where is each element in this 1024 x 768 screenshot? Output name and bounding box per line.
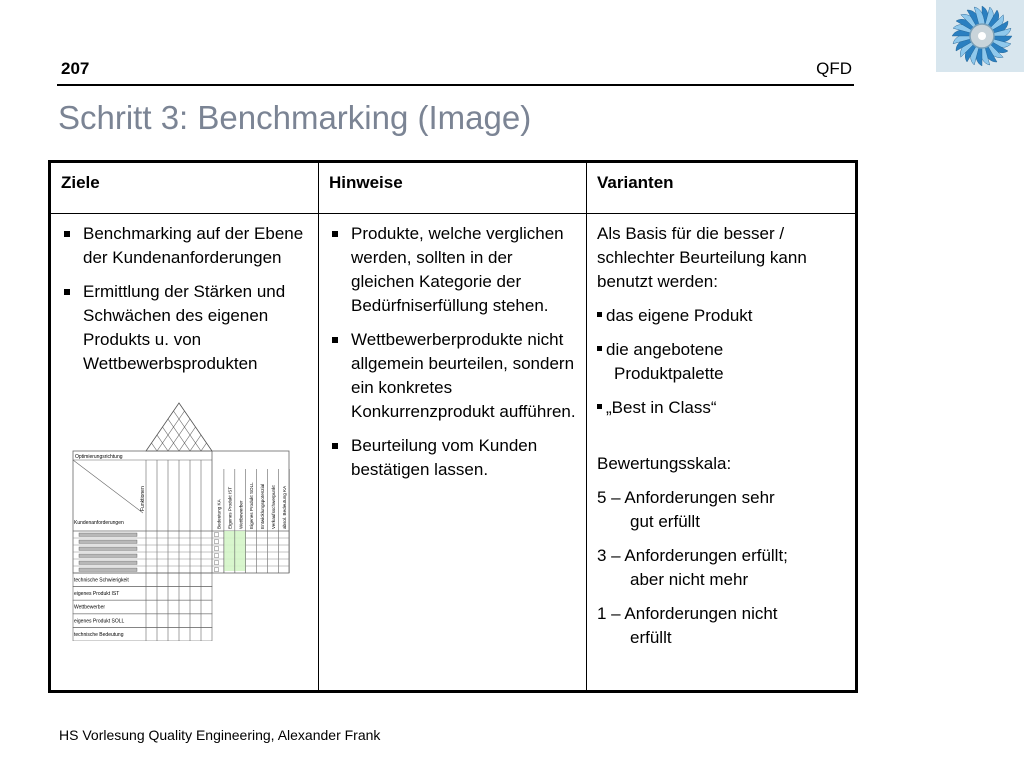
square-bullet-icon: [597, 346, 602, 351]
hinweise-cell: [319, 214, 587, 692]
slide-topic: QFD: [816, 59, 852, 78]
importance-box: [215, 540, 219, 544]
roof-line: [174, 411, 202, 451]
evaluation-column-label: absol. Bedeutung KA: [281, 485, 287, 529]
roof-line: [152, 443, 158, 451]
header-varianten: Varianten: [587, 162, 857, 214]
square-bullet-icon: [597, 312, 602, 317]
list-item: [597, 396, 845, 420]
table-header-row: [50, 162, 857, 214]
requirement-bar: [79, 547, 137, 550]
funktionen-label: Funktionen: [140, 486, 146, 511]
bottom-row-label: eigenes Produkt SOLL: [74, 618, 125, 625]
list-item-continuation: Produktpalette: [614, 364, 724, 383]
header-rule: [57, 84, 854, 86]
evaluation-column-label: Wettbewerber: [238, 500, 244, 529]
evaluation-column-label: Verkaufsschwerpunkt: [271, 485, 276, 529]
scale-item: [597, 486, 845, 534]
scale-item-continuation: gut erfüllt: [630, 512, 700, 531]
requirement-bar: [79, 533, 137, 536]
ziele-list: [61, 222, 308, 376]
importance-box: [215, 561, 219, 565]
evaluation-column-label: Entwicklungspotenzial: [260, 483, 266, 529]
list-item-text: die angebotene: [606, 340, 724, 359]
bottom-row-label: eigenes Produkt IST: [74, 591, 120, 598]
header-hinweise: Hinweise: [319, 162, 587, 214]
importance-box: [215, 547, 219, 551]
importance-box: [215, 554, 219, 558]
scale-item: [597, 602, 845, 650]
square-bullet-icon: [597, 404, 602, 409]
requirement-bar: [79, 540, 137, 543]
evaluation-column-label: Eigenes Produkt SOLL: [249, 482, 255, 529]
bottom-row-label: technische Schwierigkeit: [74, 577, 129, 584]
scale-item-continuation: aber nicht mehr: [630, 570, 749, 589]
requirement-bar: [79, 561, 137, 564]
list-item: Beurteilung vom Kunden bestätigen lassen.: [329, 434, 576, 482]
bottom-row-label: Wettbewerber: [74, 604, 106, 611]
importance-box: [215, 568, 219, 572]
bottom-row-label: technische Bedeutung: [74, 631, 124, 638]
scale-item-text: 1 – Anforderungen nicht: [597, 604, 778, 623]
roof-outline: [146, 403, 212, 451]
list-item-text: das eigene Produkt: [606, 306, 753, 325]
varianten-cell: [587, 214, 857, 692]
house-of-quality-diagram: [71, 401, 301, 641]
list-item: Wettbewerberprodukte nicht allgemein beurteilen, sondern ein konkretes Konkurrenzprodukt aufführen.: [329, 328, 576, 424]
list-item: Benchmarking auf der Ebene der Kundenanforderungen: [61, 222, 308, 270]
list-item: [597, 304, 845, 328]
scale-item-continuation: erfüllt: [630, 628, 672, 647]
scale-label: Bewertungsskala:: [597, 454, 732, 473]
footer-text: HS Vorlesung Quality Engineering, Alexander Frank: [59, 727, 381, 743]
requirement-bar: [79, 568, 137, 571]
list-item: Ermittlung der Stärken und Schwächen des eigenen Produkts u. von Wettbewerbsprodukten: [61, 280, 308, 376]
evaluation-column-label: Eigenes Produkt IST: [227, 486, 233, 529]
header-diagonal: [73, 460, 143, 513]
requirement-bar: [79, 554, 137, 557]
scale-item: [597, 544, 845, 592]
header-ziele: Ziele: [50, 162, 319, 214]
roof-line: [157, 411, 185, 451]
turbine-wheel-icon: [936, 0, 1024, 72]
scale-item-text: 5 – Anforderungen sehr: [597, 488, 775, 507]
optimierungsrichtung-label: Optimierungsrichtung: [75, 454, 123, 460]
roof-line: [201, 443, 207, 451]
list-item: [597, 338, 845, 386]
importance-box: [215, 533, 219, 537]
slide-title: Schritt 3: Benchmarking (Image): [58, 99, 532, 136]
kundenanforderungen-label: Kundenanforderungen: [74, 520, 124, 526]
slide-number: 207: [61, 59, 90, 78]
varianten-intro: Als Basis für die besser / schlechter Beurteilung kann benutzt werden:: [597, 224, 807, 291]
evaluation-column-label: Bedeutung KA: [216, 499, 222, 529]
list-item: Produkte, welche verglichen werden, sollten in der gleichen Kategorie der Bedürfniserfüllung stehen.: [329, 222, 576, 318]
hinweise-list: [329, 222, 576, 482]
scale-item-text: 3 – Anforderungen erfüllt;: [597, 546, 788, 565]
list-item-text: „Best in Class“: [606, 398, 717, 417]
